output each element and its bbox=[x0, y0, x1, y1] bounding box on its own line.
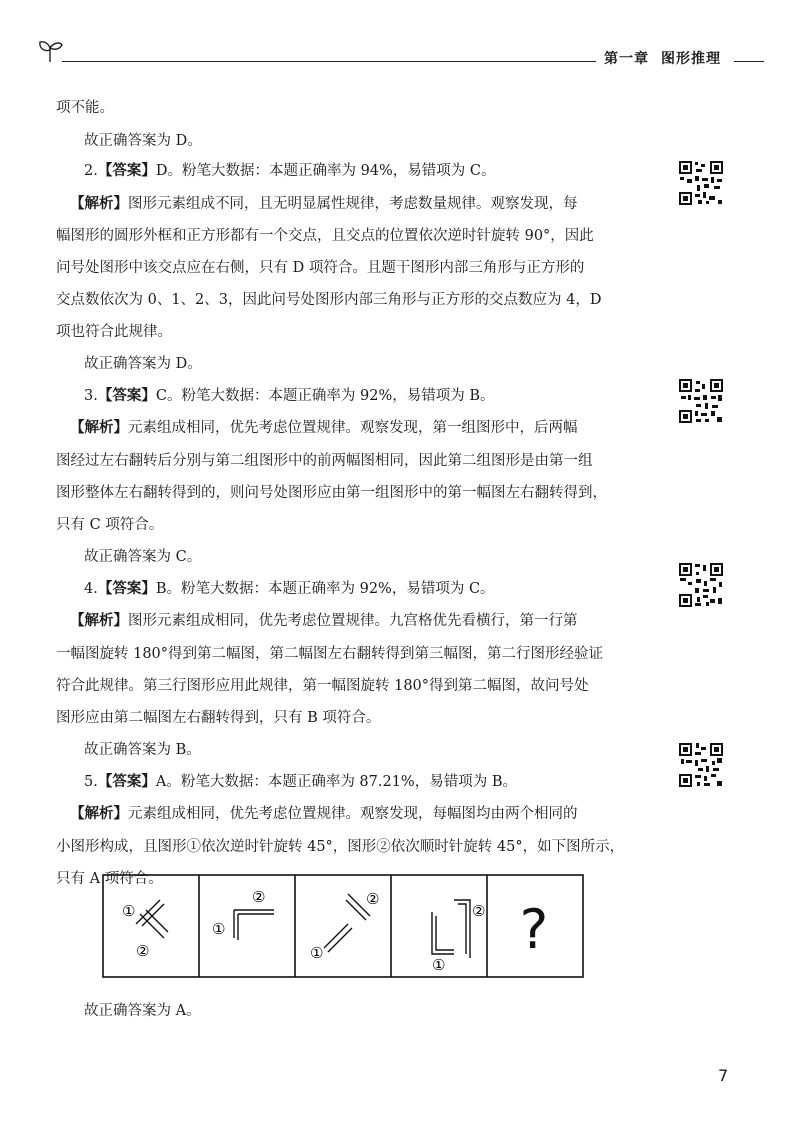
answer-text: B。粉笔大数据：本题正确率为 92%，易错项为 C。 bbox=[155, 581, 495, 597]
chapter-name: 图形推理 bbox=[661, 51, 721, 67]
analysis-tag: 【解析】 bbox=[70, 420, 128, 436]
panel-3-label-2: ② bbox=[366, 890, 380, 908]
answer-tag: 【答案】 bbox=[97, 388, 156, 404]
answer-tag: 【答案】 bbox=[97, 163, 156, 179]
figure-frame bbox=[103, 875, 583, 977]
figure-panel-1 bbox=[136, 900, 168, 938]
conclusion-q5: 故正确答案为 A。 bbox=[84, 1003, 201, 1019]
text-line: 一幅图旋转 180°得到第二幅图，第二幅图左右翻转得到第三幅图，第二行图形经验证 bbox=[56, 646, 604, 662]
analysis-text: 元素组成相同，优先考虑位置规律。观察发现，第一组图形中，后两幅 bbox=[128, 420, 578, 436]
conclusion-q4: 故正确答案为 B。 bbox=[84, 742, 201, 758]
conclusion-q3: 故正确答案为 C。 bbox=[84, 549, 202, 565]
answer-text: C。粉笔大数据：本题正确率为 92%，易错项为 B。 bbox=[155, 388, 495, 404]
panel-4-label-1: ① bbox=[432, 956, 446, 974]
analysis-text: 元素组成相同，优先考虑位置规律。观察发现，每幅图均由两个相同的 bbox=[128, 806, 578, 822]
qr-code-icon[interactable] bbox=[678, 378, 724, 424]
analysis-line-q2 bbox=[70, 193, 578, 215]
analysis-text: 图形元素组成相同，优先考虑位置规律。九宫格优先看横行，第一行第 bbox=[128, 613, 578, 629]
panel-4-label-2: ② bbox=[472, 902, 486, 920]
analysis-tag: 【解析】 bbox=[70, 613, 128, 629]
panel-2-label-2: ② bbox=[252, 888, 266, 906]
panel-3-label-1: ① bbox=[310, 944, 324, 962]
chapter-number: 第一章 bbox=[604, 51, 649, 67]
figure-panel-4 bbox=[432, 900, 470, 958]
answer-tag: 【答案】 bbox=[97, 774, 156, 790]
analysis-tag: 【解析】 bbox=[70, 196, 128, 212]
qr-code-icon[interactable] bbox=[678, 160, 724, 206]
text-line: 项也符合此规律。 bbox=[56, 324, 172, 340]
qr-code-icon[interactable] bbox=[678, 742, 724, 788]
text-line: 问号处图形中该交点应在右侧，只有 D 项符合。且题干图形内部三角形与正方形的 bbox=[56, 260, 585, 276]
panel-1-label-2: ② bbox=[136, 942, 150, 960]
chapter-title bbox=[596, 48, 729, 68]
analysis-text: 图形元素组成不同，且无明显属性规律，考虑数量规律。观察发现，每 bbox=[128, 196, 578, 212]
answer-line-q4 bbox=[84, 578, 495, 600]
text-line: 项不能。 bbox=[56, 100, 114, 116]
header-rule bbox=[62, 61, 618, 62]
analysis-tag: 【解析】 bbox=[70, 806, 128, 822]
answer-line-q5 bbox=[84, 771, 517, 793]
header-rule-end bbox=[734, 61, 764, 62]
figure-sequence bbox=[102, 874, 584, 978]
text-line: 只有 A 项符合。 bbox=[56, 871, 163, 887]
text-line: 图形整体左右翻转得到的，则问号处图形应由第一组图形中的第一幅图左右翻转得到， bbox=[56, 485, 607, 501]
analysis-line-q5 bbox=[70, 803, 578, 825]
text-line: 图经过左右翻转后分别与第二组图形中的前两幅图相同，因此第二组图形是由第一组 bbox=[56, 453, 593, 469]
answer-line-q3 bbox=[84, 385, 495, 407]
qr-code-icon[interactable] bbox=[678, 562, 724, 608]
question-number: 4. bbox=[84, 581, 98, 597]
text-line: 图形应由第二幅图左右翻转得到，只有 B 项符合。 bbox=[56, 710, 381, 726]
question-number: 2. bbox=[84, 163, 98, 179]
figure-panel-2 bbox=[234, 910, 274, 940]
answer-line-q2 bbox=[84, 160, 496, 182]
answer-text: D。粉笔大数据：本题正确率为 94%，易错项为 C。 bbox=[155, 163, 496, 179]
figure-panel-3 bbox=[324, 894, 370, 952]
conclusion-q2: 故正确答案为 D。 bbox=[84, 356, 202, 372]
question-number: 3. bbox=[84, 388, 98, 404]
page-number: 7 bbox=[718, 1066, 729, 1085]
question-number: 5. bbox=[84, 774, 98, 790]
answer-tag: 【答案】 bbox=[97, 581, 156, 597]
panel-1-label-1: ① bbox=[122, 902, 136, 920]
answer-text: A。粉笔大数据：本题正确率为 87.21%，易错项为 B。 bbox=[155, 774, 517, 790]
text-line: 故正确答案为 D。 bbox=[84, 133, 202, 149]
question-mark: ? bbox=[519, 898, 549, 961]
text-line: 交点数依次为 0、1、2、3，因此问号处图形内部三角形与正方形的交点数应为 4，D bbox=[56, 292, 602, 308]
panel-2-label-1: ① bbox=[212, 920, 226, 938]
text-line: 小图形构成，且图形①依次逆时针旋转 45°，图形②依次顺时针旋转 45°，如下图所示， bbox=[56, 839, 625, 855]
analysis-line-q4 bbox=[70, 610, 578, 632]
text-line: 符合此规律。第三行图形应用此规律，第一幅图旋转 180°得到第二幅图，故问号处 bbox=[56, 678, 589, 694]
analysis-line-q3 bbox=[70, 417, 578, 439]
page-header bbox=[36, 38, 764, 78]
text-line: 只有 C 项符合。 bbox=[56, 517, 164, 533]
text-line: 幅图形的圆形外框和正方形都有一个交点，且交点的位置依次逆时针旋转 90°，因此 bbox=[56, 228, 594, 244]
